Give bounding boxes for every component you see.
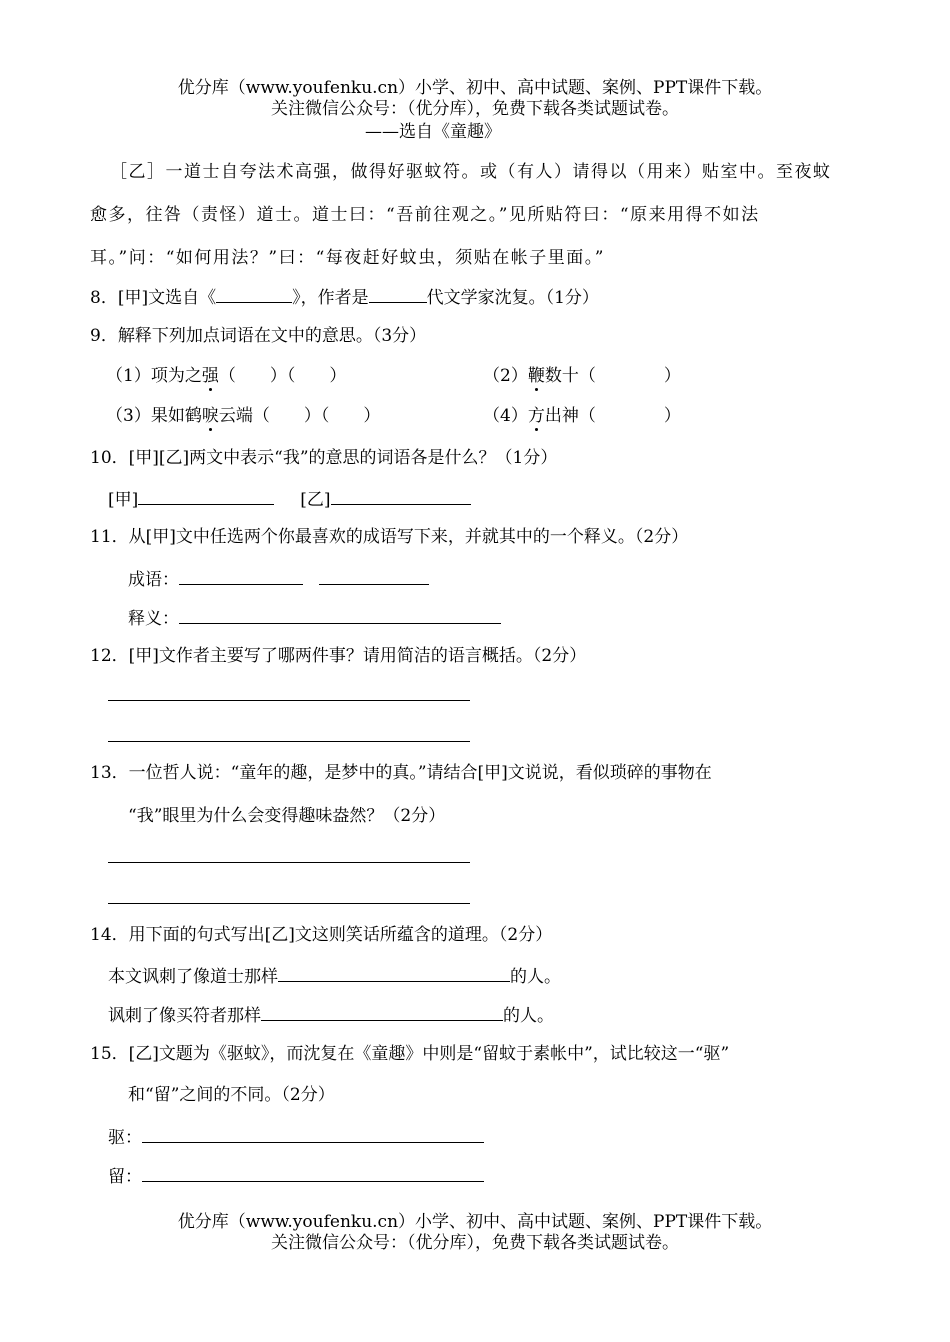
footer-line-1: 优分库（www.youfenku.cn）小学、初中、高中试题、案例、PPT课件下载。 [177, 1212, 773, 1232]
q10-answer-row: [甲] [乙] [108, 488, 471, 510]
passage-yi-line-3: 耳。”问：“如何用法？”曰：“每夜赶好蚊虫，须贴在帐子里面。” [90, 248, 605, 268]
q11-idiom-row: 成语： [128, 568, 429, 590]
q14-blank-1[interactable] [278, 965, 510, 982]
q11-blank-meaning[interactable] [179, 607, 501, 624]
question-12-stem: 12．[甲]文作者主要写了哪两件事？请用简洁的语言概括。（2分） [90, 646, 587, 666]
question-15-line-2: 和“留”之间的不同。（2分） [128, 1085, 335, 1105]
q14-sentence-2: 讽刺了像买符者那样 的人。 [108, 1006, 554, 1026]
q15-blank-qu[interactable] [142, 1126, 484, 1143]
emphasis-dot-char: 鞭 [527, 366, 545, 386]
q15-liu-row: 留： [108, 1165, 484, 1187]
question-11-stem: 11．从[甲]文中任选两个你最喜欢的成语写下来，并就其中的一个释义。（2分） [90, 527, 689, 547]
passage-yi-line-1: ［乙］一道士自夸法术高强，做得好驱蚊符。或（有人）请得以（用来）贴室中。至夜蚊 [110, 162, 832, 182]
passage-yi-line-2: 愈多，往咎（责怪）道士。道士曰：“吾前往观之。”见所贴符曰：“原来用得不如法 [90, 205, 760, 225]
q10-blank-jia[interactable] [138, 488, 274, 505]
question-15-line-1: 15．[乙]文题为《驱蚊》，而沈复在《童趣》中则是“留蚊于素帐中”，试比较这一“驱” [90, 1044, 730, 1064]
q14-sentence-1: 本文讽刺了像道士那样 的人。 [108, 967, 561, 987]
emphasis-dot-char: 方 [527, 406, 545, 426]
q14-blank-2[interactable] [261, 1004, 503, 1021]
header-line-1: 优分库（www.youfenku.cn）小学、初中、高中试题、案例、PPT课件下载。 [177, 78, 773, 98]
q11-meaning-row: 释义： [128, 607, 501, 629]
q8-blank-book[interactable] [216, 286, 292, 303]
q13-answer-line-1[interactable] [108, 862, 470, 863]
source-line: ——选自《童趣》 [365, 122, 501, 142]
question-10-stem: 10．[甲][乙]两文中表示“我”的意思的词语各是什么？（1分） [90, 448, 558, 468]
q12-answer-line-2[interactable] [108, 741, 470, 742]
q9-item-1: （1）项为之强（ ）（ ） [106, 366, 347, 386]
q9-item-4: （4）方出神（ ） [483, 406, 681, 426]
q8-blank-dynasty[interactable] [369, 286, 427, 303]
q11-blank-idiom-1[interactable] [179, 568, 303, 585]
q11-blank-idiom-2[interactable] [319, 568, 429, 585]
question-13-line-1: 13．一位哲人说：“童年的趣，是梦中的真。”请结合[甲]文说说，看似琐碎的事物在 [90, 763, 712, 783]
q10-blank-yi[interactable] [331, 488, 471, 505]
q15-qu-row: 驱： [108, 1126, 484, 1148]
footer-line-2: 关注微信公众号：（优分库），免费下载各类试题试卷。 [271, 1233, 679, 1253]
emphasis-dot-char: 强 [201, 366, 219, 386]
question-14-stem: 14．用下面的句式写出[乙]文这则笑话所蕴含的道理。（2分） [90, 925, 553, 945]
q15-blank-liu[interactable] [142, 1165, 484, 1182]
q9-item-2: （2）鞭数十（ ） [483, 366, 681, 386]
q12-answer-line-1[interactable] [108, 700, 470, 701]
question-13-line-2: “我”眼里为什么会变得趣味盎然？（2分） [128, 806, 446, 826]
question-8: 8．[甲]文选自《 》，作者是 代文学家沈复。（1分） [90, 288, 599, 308]
q9-item-3: （3）果如鹤唳云端（ ）（ ） [106, 406, 381, 426]
question-9-stem: 9．解释下列加点词语在文中的意思。（3分） [90, 326, 427, 346]
header-line-2: 关注微信公众号：（优分库），免费下载各类试题试卷。 [271, 99, 679, 119]
emphasis-dot-char: 唳 [201, 406, 219, 426]
q13-answer-line-2[interactable] [108, 903, 470, 904]
